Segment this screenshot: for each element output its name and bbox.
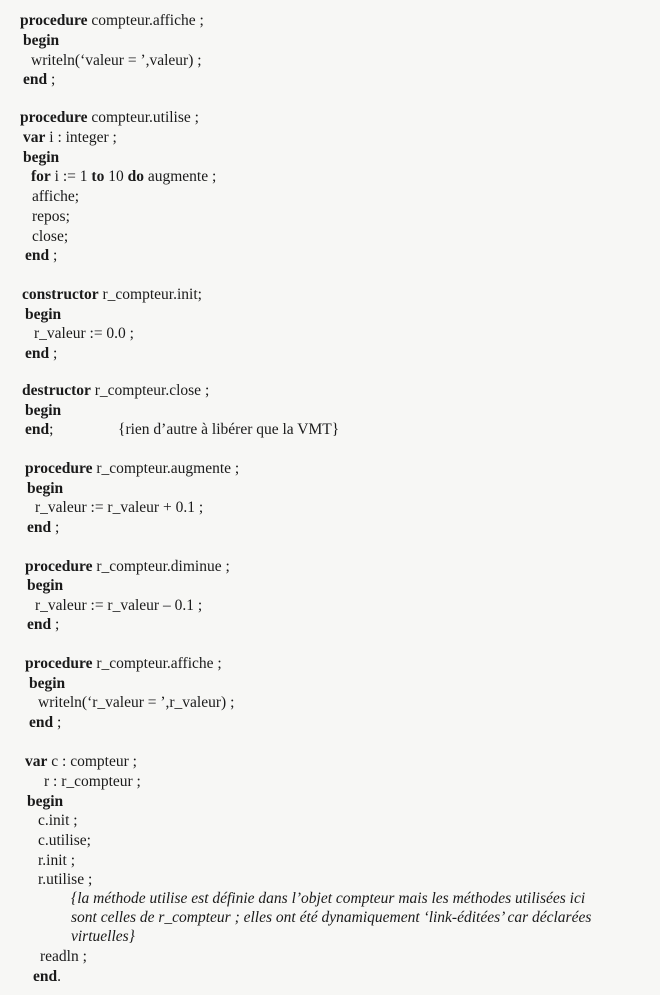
- code-line: [27, 479, 63, 498]
- code-line: close;: [32, 228, 69, 245]
- code-line: [23, 70, 55, 89]
- keyword: end: [33, 968, 58, 985]
- code-line: [22, 381, 209, 400]
- code-line: [33, 967, 61, 986]
- code-text: compteur.utilise ;: [87, 109, 199, 126]
- keyword: procedure: [25, 460, 93, 477]
- keyword: var: [23, 129, 46, 146]
- code-text: ;: [53, 714, 62, 731]
- code-text: ;: [49, 421, 54, 438]
- code-line: r.init ;: [38, 852, 76, 869]
- code-line: [25, 557, 230, 576]
- code-text: i : integer ;: [45, 129, 117, 146]
- code-line: [22, 285, 202, 304]
- code-line: [27, 615, 59, 634]
- keyword: end: [25, 247, 50, 264]
- code-line: r_valeur := r_valeur – 0.1 ;: [35, 597, 203, 614]
- code-comment: virtuelles}: [71, 928, 135, 945]
- keyword: var: [25, 753, 48, 770]
- code-text: ;: [49, 345, 58, 362]
- keyword: procedure: [25, 558, 93, 575]
- code-text: r_compteur.affiche ;: [92, 655, 222, 672]
- code-line: [25, 420, 53, 439]
- keyword: end: [27, 519, 52, 536]
- code-text: ;: [51, 519, 60, 536]
- code-line: [23, 128, 117, 147]
- keyword: begin: [27, 577, 64, 594]
- code-text: i := 1: [50, 168, 92, 185]
- keyword: begin: [25, 402, 62, 419]
- keyword: procedure: [25, 655, 93, 672]
- code-line: [25, 401, 61, 420]
- code-line: [25, 305, 61, 324]
- code-text: r_compteur.init;: [98, 286, 202, 303]
- keyword: begin: [27, 793, 64, 810]
- code-line: [25, 246, 57, 265]
- code-line: [25, 752, 137, 771]
- keyword: for: [31, 168, 51, 185]
- code-line: [27, 792, 63, 811]
- code-text: r_compteur.augmente ;: [92, 460, 240, 477]
- keyword: to: [91, 168, 105, 185]
- keyword: destructor: [22, 382, 91, 399]
- keyword: end: [23, 71, 48, 88]
- code-line: [23, 31, 59, 50]
- keyword: begin: [23, 149, 60, 166]
- code-text: c : compteur ;: [47, 753, 137, 770]
- code-line: [25, 344, 57, 363]
- keyword: begin: [25, 306, 62, 323]
- code-text: r_compteur.close ;: [90, 382, 210, 399]
- code-line: c.init ;: [38, 812, 78, 829]
- code-comment: {rien d’autre à libérer que la VMT}: [118, 421, 340, 438]
- code-line: [20, 11, 204, 30]
- code-text: 10: [104, 168, 128, 185]
- code-line: [29, 713, 61, 732]
- code-comment: {la méthode utilise est définie dans l’objet compteur mais les méthodes utilisées ici: [71, 890, 586, 907]
- code-line: [25, 654, 222, 673]
- code-line: [20, 108, 199, 127]
- code-line: r.utilise ;: [38, 871, 93, 888]
- code-line: writeln(‘r_valeur = ’,r_valeur) ;: [38, 694, 235, 711]
- code-line: [27, 518, 59, 537]
- code-line: [31, 167, 216, 186]
- code-line: affiche;: [32, 188, 80, 205]
- keyword: end: [29, 714, 54, 731]
- code-line: [27, 576, 63, 595]
- keyword: begin: [29, 675, 66, 692]
- code-text: ;: [51, 616, 60, 633]
- keyword: begin: [23, 32, 60, 49]
- code-line: writeln(‘valeur = ’,valeur) ;: [31, 52, 202, 69]
- code-comment: sont celles de r_compteur ; elles ont été dynamiquement ‘link-éditées’ car déclarées: [71, 909, 592, 926]
- code-text: ;: [47, 71, 56, 88]
- keyword: end: [25, 345, 50, 362]
- code-text: augmente ;: [143, 168, 217, 185]
- code-line: [25, 459, 239, 478]
- code-line: r : r_compteur ;: [44, 773, 141, 790]
- keyword: constructor: [22, 286, 99, 303]
- code-text: .: [57, 968, 61, 985]
- keyword: end: [27, 616, 52, 633]
- code-text: ;: [49, 247, 58, 264]
- code-line: c.utilise;: [38, 832, 91, 849]
- keyword: begin: [27, 480, 64, 497]
- code-line: [23, 148, 59, 167]
- code-text: r_compteur.diminue ;: [92, 558, 230, 575]
- code-line: r_valeur := r_valeur + 0.1 ;: [35, 499, 204, 516]
- code-line: repos;: [32, 208, 70, 225]
- code-line: [29, 674, 65, 693]
- keyword: procedure: [20, 109, 88, 126]
- keyword: do: [127, 168, 144, 185]
- code-line: readln ;: [40, 948, 87, 965]
- code-text: compteur.affiche ;: [87, 12, 204, 29]
- keyword: end: [25, 421, 50, 438]
- keyword: procedure: [20, 12, 88, 29]
- code-line: r_valeur := 0.0 ;: [34, 325, 134, 342]
